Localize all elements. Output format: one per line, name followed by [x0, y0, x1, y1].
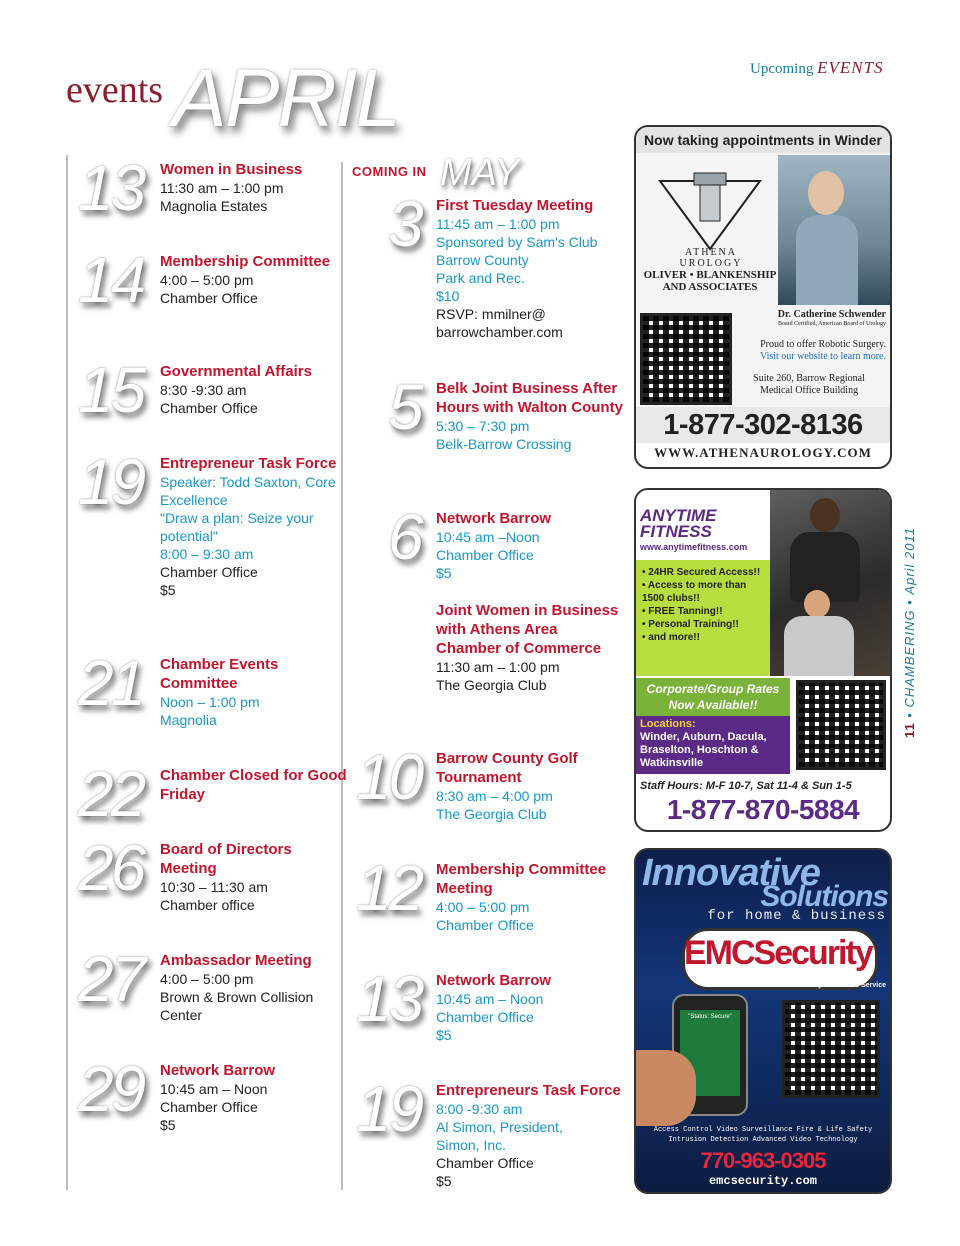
event-detail-line: 4:00 – 5:00 pm [160, 272, 254, 288]
event-day-number: 5 [388, 371, 421, 443]
event-detail-line: Magnolia Estates [160, 198, 268, 214]
event-detail-line: Speaker: Todd Saxton, Core Excellence [160, 474, 336, 508]
event-detail-line: Belk-Barrow Crossing [436, 436, 572, 452]
event-detail-line: 10:30 – 11:30 am [160, 879, 268, 895]
ad-athena-urology[interactable] [634, 125, 892, 469]
event-title: Network Barrow [436, 510, 552, 527]
event-detail-line: Brown & Brown Collision Center [160, 989, 314, 1023]
event-detail-line: Simon, Inc. [436, 1137, 507, 1153]
event-detail-line: Barrow County [436, 252, 529, 268]
event-item [436, 509, 626, 582]
event-detail-line: 4:00 – 5:00 pm [160, 971, 254, 987]
athena-proud: Proud to offer Robotic Surgery. [760, 339, 886, 350]
event-day-number: 13 [356, 963, 422, 1035]
emc-qr-code[interactable] [782, 1000, 880, 1098]
event-detail-line: The Georgia Club [436, 806, 547, 822]
event-detail-line: 8:30 -9:30 am [160, 382, 247, 398]
bullet-dot: • [642, 619, 649, 630]
coming-month: MAY [440, 152, 520, 194]
event-day-number: 10 [356, 741, 422, 813]
event-title: Entrepreneur Task Force [160, 455, 337, 472]
athena-visit: Visit our website to learn more. [759, 351, 886, 362]
event-item [160, 951, 350, 1024]
coming-label: COMING IN [352, 164, 427, 179]
event-detail-line: $5 [436, 1027, 452, 1043]
anytime-bullet-text: 24HR Secured Access!! [648, 567, 761, 578]
event-detail-line: Chamber Office [160, 290, 258, 306]
event-item [160, 655, 350, 729]
event-day-number: 13 [78, 152, 144, 224]
anytime-locations: Winder, Auburn, Dacula, Braselton, Hoschton & Watkinsville [640, 731, 767, 769]
event-day-number: 15 [78, 354, 144, 426]
running-head-events: EVENTS [817, 58, 884, 77]
event-detail-line: $5 [160, 1117, 176, 1133]
anytime-bullet [642, 631, 766, 644]
event-detail-line: Chamber Office [436, 1009, 534, 1025]
event-title: Women in Business [160, 161, 303, 178]
event-item [160, 454, 350, 599]
event-detail-line: Chamber Office [436, 547, 534, 563]
anytime-bullet-text: Access to more than 1500 clubs!! [642, 580, 747, 604]
event-detail-line: 10:45 am –Noon [436, 529, 540, 545]
event-detail-line: barrowchamber.com [436, 324, 563, 340]
athena-logo [654, 171, 766, 251]
running-head [750, 58, 884, 78]
event-detail-line: 10:45 am – Noon [160, 1081, 268, 1097]
event-day-number: 26 [78, 832, 144, 904]
event-detail-line: 8:30 am – 4:00 pm [436, 788, 553, 804]
event-item [160, 1061, 350, 1134]
event-item [160, 362, 350, 417]
event-title: Chamber Closed for Good Friday [160, 767, 347, 803]
event-detail-line: Magnolia [160, 712, 217, 728]
event-item [436, 601, 626, 694]
event-day-number: 6 [388, 501, 421, 573]
fitness-photo [770, 490, 890, 676]
event-item [160, 160, 350, 215]
athena-phone[interactable]: 1-877-302-8136 [636, 407, 890, 443]
anytime-bullet [642, 579, 766, 605]
event-item [160, 252, 350, 307]
event-title: Network Barrow [160, 1062, 276, 1079]
event-item [436, 196, 626, 341]
anytime-locations-label: Locations: [640, 718, 696, 730]
athena-logo-text: ATHENA UROLOGY [679, 247, 743, 269]
event-item [436, 971, 626, 1044]
event-detail-line: 11:45 am – 1:00 pm [436, 216, 560, 232]
anytime-brand: ANYTIME FITNESS [640, 506, 717, 541]
emc-solutions: Solutions [760, 880, 888, 913]
emc-sub: a Jackson/Walton/GreyStone EMC Service [745, 982, 886, 989]
event-detail-line: Chamber Office [436, 917, 534, 933]
emc-brand: EMCSecurity [684, 934, 872, 972]
event-title: Barrow County Golf Tournament [436, 750, 578, 786]
running-head-upcoming: Upcoming [750, 61, 814, 77]
emc-hand [636, 1050, 696, 1126]
header-events-word: events [66, 69, 164, 111]
event-item [160, 766, 350, 804]
event-title: Belk Joint Business After Hours with Walton County [436, 380, 623, 416]
emc-tagline: for home & business [707, 908, 886, 924]
athena-doctor-cred: Board Certified, American Board of Urology [778, 321, 886, 327]
event-day-number: 14 [78, 244, 144, 316]
event-detail-line: $5 [436, 565, 452, 581]
event-detail-line: $5 [436, 1173, 452, 1189]
emc-url[interactable]: emcsecurity.com [708, 1174, 818, 1188]
event-item [436, 379, 626, 453]
anytime-bullet-text: and more!! [648, 632, 700, 643]
anytime-rates: Corporate/Group Rates Now Available!! [636, 678, 790, 716]
event-detail-line: 11:30 am – 1:00 pm [160, 180, 284, 196]
event-day-number: 22 [78, 758, 144, 830]
side-footer: 11 • CHAMBERING • April 2011 [902, 526, 917, 738]
anytime-hours: Staff Hours: M-F 10-7, Sat 11-4 & Sun 1-5 [640, 780, 852, 792]
athena-doctor: Dr. Catherine Schwender [777, 309, 886, 320]
anytime-bullet [642, 605, 766, 618]
anytime-locations-panel [636, 716, 790, 774]
event-day-number: 27 [78, 943, 144, 1015]
event-detail-line: $10 [436, 288, 460, 304]
page-number: 11 [902, 722, 917, 738]
event-detail-line: 10:45 am – Noon [436, 991, 544, 1007]
event-detail-line: Chamber Office [436, 1155, 534, 1171]
header-month: APRIL [172, 53, 399, 144]
event-day-number: 19 [78, 446, 144, 518]
event-detail-line: $5 [160, 582, 176, 598]
event-detail-line: 11:30 am – 1:00 pm [436, 659, 560, 675]
magazine-name: CHAMBERING [902, 609, 917, 708]
anytime-bullet-text: FREE Tanning!! [648, 606, 723, 617]
event-detail-line: 4:00 – 5:00 pm [436, 899, 530, 915]
event-detail-line: "Draw a plan: Seize your potential" [160, 510, 314, 544]
anytime-bullets-panel [636, 560, 770, 676]
athena-firm: OLIVER • BLANKENSHIP AND ASSOCIATES [643, 269, 777, 293]
athena-qr-code[interactable] [640, 313, 732, 405]
doctor-photo [778, 155, 890, 305]
bullet-dot: • [642, 567, 649, 578]
athena-banner: Now taking appointments in Winder [636, 127, 890, 153]
bullet-dot: • [642, 632, 649, 643]
bullet-dot: • [642, 580, 648, 591]
ad-anytime-fitness[interactable] [634, 488, 892, 832]
event-detail-line: Chamber Office [160, 564, 258, 580]
left-rule [66, 155, 68, 1190]
event-item [436, 749, 626, 823]
anytime-bullet [642, 566, 766, 579]
event-detail-line: Chamber Office [160, 400, 258, 416]
event-detail-line: 5:30 – 7:30 pm [436, 418, 530, 434]
event-day-number: 21 [78, 647, 144, 719]
event-detail-line: Chamber Office [160, 1099, 258, 1115]
event-title: First Tuesday Meeting [436, 197, 594, 214]
anytime-bullet [642, 618, 766, 631]
event-detail-line: RSVP: mmilner@ [436, 306, 546, 322]
event-title: Entrepreneurs Task Force [436, 1082, 621, 1099]
athena-suite: Suite 260, Barrow Regional Medical Office Building [753, 373, 865, 396]
event-detail-line: Al Simon, President, [436, 1119, 563, 1135]
event-title: Membership Committee Meeting [436, 861, 607, 897]
event-title: Board of Directors Meeting [160, 841, 292, 877]
event-title: Chamber Events Committee [160, 656, 279, 692]
event-title: Joint Women in Business with Athens Area Chamber of Commerce [436, 602, 619, 657]
event-day-number: 19 [356, 1073, 422, 1145]
event-detail-line: Noon – 1:00 pm [160, 694, 260, 710]
event-item [160, 840, 350, 914]
event-detail-line: 8:00 – 9:30 am [160, 546, 254, 562]
anytime-url[interactable]: www.anytimefitness.com [640, 542, 748, 552]
event-title: Governmental Affairs [160, 363, 312, 380]
event-detail-line: Chamber office [160, 897, 255, 913]
event-item [436, 860, 626, 934]
emc-phone[interactable]: 770-963-0305 [700, 1148, 826, 1173]
event-day-number: 29 [78, 1053, 144, 1125]
event-item [436, 1081, 626, 1190]
bullet-dot: • [642, 606, 649, 617]
event-detail-line: The Georgia Club [436, 677, 547, 693]
emc-services-1: Access Control Video Surveillance Fire & Life Safety [653, 1126, 873, 1134]
event-detail-line: Park and Rec. [436, 270, 525, 286]
issue-date: April 2011 [902, 526, 917, 595]
emc-phone-screen: "Status: Secure" [688, 1014, 732, 1020]
athena-url[interactable]: WWW.ATHENAUROLOGY.COM [654, 445, 872, 460]
event-day-number: 12 [356, 852, 422, 924]
anytime-phone[interactable]: 1-877-870-5884 [666, 794, 860, 825]
emc-services-2: Intrusion Detection Advanced Video Technology [668, 1136, 858, 1144]
event-detail-line: Sponsored by Sam's Club [436, 234, 598, 250]
anytime-bullet-text: Personal Training!! [648, 619, 739, 630]
anytime-qr-code[interactable] [796, 680, 886, 770]
event-day-number: 3 [388, 188, 421, 260]
event-title: Ambassador Meeting [160, 952, 312, 969]
event-title: Membership Committee [160, 253, 331, 270]
ad-emc-security[interactable] [634, 848, 892, 1194]
emc-innovative: Innovative [642, 852, 820, 894]
event-title: Network Barrow [436, 972, 552, 989]
event-detail-line: 8:00 -9:30 am [436, 1101, 523, 1117]
